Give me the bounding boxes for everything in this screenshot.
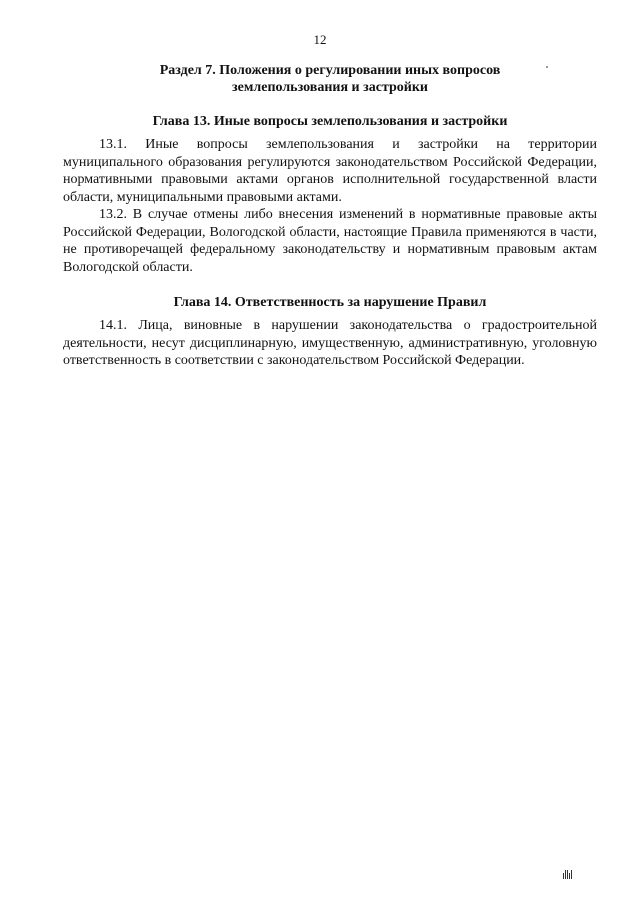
barcode-icon <box>563 870 572 879</box>
document-body <box>63 62 597 370</box>
section-title <box>63 62 597 96</box>
paragraph-13-2: 13.2. В случае отмены либо внесения изменений в нормативные правовые акты Российской Федерации, Вологодской области, настоящие Правила применяются в части, не противоречащей федеральному законодательству и нормативным правовым актам Вологодской области. <box>63 207 597 275</box>
page-number: 12 <box>313 32 327 47</box>
paragraph-13-1: 13.1. Иные вопросы землепользования и застройки на территории муниципального образования регулируются законодательством Российской Федерации, нормативными правовыми актами органов исполнительной государственной власти области, муниципальными правовыми актами. <box>63 137 597 205</box>
paragraph-14-1: 14.1. Лица, виновные в нарушении законодательства о градостроительной деятельности, несут дисциплинарную, имущественную, административную, уголовную ответственность в соответствии с законодательством Российской Федерации. <box>63 318 597 368</box>
section-title-line-2: землепользования и застройки <box>232 80 428 95</box>
chapter-13-title: Глава 13. Иные вопросы землепользования и застройки <box>152 114 508 129</box>
section-title-line-1: Раздел 7. Положения о регулировании иных вопросов <box>159 63 501 78</box>
chapter-14-title: Глава 14. Ответственность за нарушение Правил <box>173 295 487 310</box>
